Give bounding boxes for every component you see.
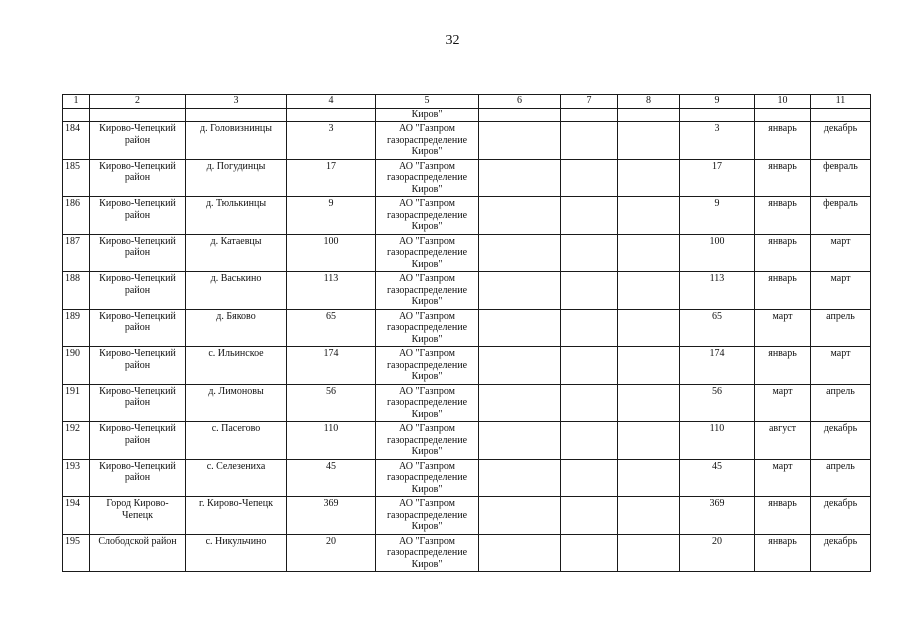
table-cell bbox=[479, 109, 561, 122]
settlement-cell: с. Селезениха bbox=[186, 459, 287, 497]
table-cell bbox=[479, 497, 561, 535]
district-cell: Кирово-Чепецкий район bbox=[90, 459, 186, 497]
col9-value-cell: 9 bbox=[680, 197, 755, 235]
start-month-cell: январь bbox=[755, 234, 811, 272]
district-cell: Кирово-Чепецкий район bbox=[90, 197, 186, 235]
district-cell: Кирово-Чепецкий район bbox=[90, 272, 186, 310]
organization-cell: АО "Газпром газораспределение Киров" bbox=[376, 272, 479, 310]
table-cell bbox=[618, 197, 680, 235]
table-cell bbox=[618, 384, 680, 422]
table-row bbox=[63, 272, 871, 310]
page-number: 32 bbox=[445, 33, 460, 48]
table-cell bbox=[755, 109, 811, 122]
table-cell bbox=[680, 109, 755, 122]
table-cell bbox=[811, 109, 871, 122]
end-month-cell: апрель bbox=[811, 459, 871, 497]
table-row bbox=[63, 159, 871, 197]
table-cell bbox=[479, 122, 561, 160]
column-header: 2 bbox=[90, 95, 186, 109]
table-cell bbox=[479, 159, 561, 197]
table-header-row bbox=[63, 95, 871, 109]
settlement-cell: д. Катаевцы bbox=[186, 234, 287, 272]
start-month-cell: январь bbox=[755, 347, 811, 385]
end-month-cell: апрель bbox=[811, 384, 871, 422]
col4-value-cell: 56 bbox=[287, 384, 376, 422]
table-cell bbox=[561, 459, 618, 497]
start-month-cell: март bbox=[755, 459, 811, 497]
start-month-cell: август bbox=[755, 422, 811, 460]
settlement-cell: с. Никульчино bbox=[186, 534, 287, 572]
district-cell: Кирово-Чепецкий район bbox=[90, 122, 186, 160]
table-cell bbox=[561, 347, 618, 385]
settlement-cell: д. Тюлькинцы bbox=[186, 197, 287, 235]
start-month-cell: март bbox=[755, 384, 811, 422]
table-cell bbox=[561, 234, 618, 272]
col4-value-cell: 45 bbox=[287, 459, 376, 497]
table-cell bbox=[479, 347, 561, 385]
table-cell bbox=[561, 109, 618, 122]
table-cell bbox=[618, 234, 680, 272]
organization-cell: АО "Газпром газораспределение Киров" bbox=[376, 347, 479, 385]
settlement-cell: с. Ильинское bbox=[186, 347, 287, 385]
row-number-cell: 189 bbox=[63, 309, 90, 347]
row-number-cell: 185 bbox=[63, 159, 90, 197]
organization-cell: АО "Газпром газораспределение Киров" bbox=[376, 459, 479, 497]
continuation-cell: Киров" bbox=[376, 109, 479, 122]
column-header: 10 bbox=[755, 95, 811, 109]
table-cell bbox=[479, 384, 561, 422]
column-header: 9 bbox=[680, 95, 755, 109]
col9-value-cell: 110 bbox=[680, 422, 755, 460]
settlement-cell: д. Головизнинцы bbox=[186, 122, 287, 160]
column-header: 7 bbox=[561, 95, 618, 109]
end-month-cell: апрель bbox=[811, 309, 871, 347]
settlement-cell: д. Васькино bbox=[186, 272, 287, 310]
organization-cell: АО "Газпром газораспределение Киров" bbox=[376, 534, 479, 572]
table-row bbox=[63, 422, 871, 460]
district-cell: Кирово-Чепецкий район bbox=[90, 234, 186, 272]
district-cell: Кирово-Чепецкий район bbox=[90, 159, 186, 197]
district-cell: Кирово-Чепецкий район bbox=[90, 309, 186, 347]
end-month-cell: март bbox=[811, 347, 871, 385]
row-number-cell: 192 bbox=[63, 422, 90, 460]
end-month-cell: декабрь bbox=[811, 534, 871, 572]
end-month-cell: декабрь bbox=[811, 497, 871, 535]
column-header: 4 bbox=[287, 95, 376, 109]
table-row bbox=[63, 197, 871, 235]
table-cell bbox=[479, 272, 561, 310]
end-month-cell: февраль bbox=[811, 159, 871, 197]
table-cell bbox=[618, 109, 680, 122]
start-month-cell: январь bbox=[755, 497, 811, 535]
col4-value-cell: 174 bbox=[287, 347, 376, 385]
end-month-cell: март bbox=[811, 272, 871, 310]
settlement-cell: г. Кирово-Чепецк bbox=[186, 497, 287, 535]
data-table bbox=[62, 94, 871, 572]
col9-value-cell: 174 bbox=[680, 347, 755, 385]
start-month-cell: январь bbox=[755, 197, 811, 235]
district-cell: Кирово-Чепецкий район bbox=[90, 422, 186, 460]
end-month-cell: декабрь bbox=[811, 422, 871, 460]
row-number-cell: 184 bbox=[63, 122, 90, 160]
row-number-cell: 195 bbox=[63, 534, 90, 572]
col4-value-cell: 113 bbox=[287, 272, 376, 310]
table-cell bbox=[618, 459, 680, 497]
settlement-cell: д. Лимоновы bbox=[186, 384, 287, 422]
table-cell bbox=[186, 109, 287, 122]
col9-value-cell: 56 bbox=[680, 384, 755, 422]
settlement-cell: с. Пасегово bbox=[186, 422, 287, 460]
table-cell bbox=[479, 234, 561, 272]
table-row bbox=[63, 347, 871, 385]
district-cell: Слободской район bbox=[90, 534, 186, 572]
row-number-cell: 186 bbox=[63, 197, 90, 235]
table-cell bbox=[561, 534, 618, 572]
col4-value-cell: 100 bbox=[287, 234, 376, 272]
organization-cell: АО "Газпром газораспределение Киров" bbox=[376, 384, 479, 422]
col4-value-cell: 20 bbox=[287, 534, 376, 572]
table-cell bbox=[618, 309, 680, 347]
table-cell bbox=[561, 497, 618, 535]
table-cell bbox=[287, 109, 376, 122]
table-cell bbox=[561, 122, 618, 160]
organization-cell: АО "Газпром газораспределение Киров" bbox=[376, 309, 479, 347]
settlement-cell: д. Погудинцы bbox=[186, 159, 287, 197]
table-cell bbox=[618, 347, 680, 385]
column-header: 5 bbox=[376, 95, 479, 109]
col9-value-cell: 17 bbox=[680, 159, 755, 197]
table-cell bbox=[618, 422, 680, 460]
organization-cell: АО "Газпром газораспределение Киров" bbox=[376, 197, 479, 235]
table-cell bbox=[618, 159, 680, 197]
table-cell bbox=[561, 272, 618, 310]
column-header: 8 bbox=[618, 95, 680, 109]
row-number-cell: 193 bbox=[63, 459, 90, 497]
table-cell bbox=[479, 197, 561, 235]
col4-value-cell: 369 bbox=[287, 497, 376, 535]
settlement-cell: д. Бяково bbox=[186, 309, 287, 347]
column-header: 3 bbox=[186, 95, 287, 109]
table-row bbox=[63, 234, 871, 272]
start-month-cell: январь bbox=[755, 272, 811, 310]
end-month-cell: февраль bbox=[811, 197, 871, 235]
col9-value-cell: 45 bbox=[680, 459, 755, 497]
col4-value-cell: 3 bbox=[287, 122, 376, 160]
col9-value-cell: 369 bbox=[680, 497, 755, 535]
col9-value-cell: 65 bbox=[680, 309, 755, 347]
column-header: 1 bbox=[63, 95, 90, 109]
col4-value-cell: 110 bbox=[287, 422, 376, 460]
table-cell bbox=[561, 197, 618, 235]
table-cell bbox=[479, 422, 561, 460]
table-cell bbox=[479, 534, 561, 572]
district-cell: Кирово-Чепецкий район bbox=[90, 347, 186, 385]
table-cell bbox=[479, 459, 561, 497]
table-row bbox=[63, 534, 871, 572]
start-month-cell: март bbox=[755, 309, 811, 347]
end-month-cell: декабрь bbox=[811, 122, 871, 160]
table-cell bbox=[561, 309, 618, 347]
col4-value-cell: 65 bbox=[287, 309, 376, 347]
end-month-cell: март bbox=[811, 234, 871, 272]
start-month-cell: январь bbox=[755, 534, 811, 572]
table-row bbox=[63, 309, 871, 347]
col9-value-cell: 3 bbox=[680, 122, 755, 160]
table-row bbox=[63, 122, 871, 160]
organization-cell: АО "Газпром газораспределение Киров" bbox=[376, 422, 479, 460]
row-number-cell: 190 bbox=[63, 347, 90, 385]
continuation-row bbox=[63, 109, 871, 122]
col9-value-cell: 20 bbox=[680, 534, 755, 572]
table-row bbox=[63, 459, 871, 497]
col9-value-cell: 100 bbox=[680, 234, 755, 272]
table-cell bbox=[479, 309, 561, 347]
table-cell bbox=[561, 159, 618, 197]
row-number-cell: 194 bbox=[63, 497, 90, 535]
table-cell bbox=[561, 422, 618, 460]
organization-cell: АО "Газпром газораспределение Киров" bbox=[376, 122, 479, 160]
start-month-cell: январь bbox=[755, 122, 811, 160]
organization-cell: АО "Газпром газораспределение Киров" bbox=[376, 234, 479, 272]
table-cell bbox=[90, 109, 186, 122]
start-month-cell: январь bbox=[755, 159, 811, 197]
table-row bbox=[63, 497, 871, 535]
organization-cell: АО "Газпром газораспределение Киров" bbox=[376, 497, 479, 535]
table-cell bbox=[618, 122, 680, 160]
row-number-cell: 188 bbox=[63, 272, 90, 310]
col4-value-cell: 9 bbox=[287, 197, 376, 235]
row-number-cell: 191 bbox=[63, 384, 90, 422]
district-cell: Кирово-Чепецкий район bbox=[90, 384, 186, 422]
table-cell bbox=[561, 384, 618, 422]
col9-value-cell: 113 bbox=[680, 272, 755, 310]
table-cell bbox=[618, 534, 680, 572]
table-cell bbox=[618, 272, 680, 310]
district-cell: Город Кирово-Чепецк bbox=[90, 497, 186, 535]
column-header: 6 bbox=[479, 95, 561, 109]
table-row bbox=[63, 384, 871, 422]
row-number-cell: 187 bbox=[63, 234, 90, 272]
table-cell bbox=[63, 109, 90, 122]
organization-cell: АО "Газпром газораспределение Киров" bbox=[376, 159, 479, 197]
column-header: 11 bbox=[811, 95, 871, 109]
col4-value-cell: 17 bbox=[287, 159, 376, 197]
table-cell bbox=[618, 497, 680, 535]
